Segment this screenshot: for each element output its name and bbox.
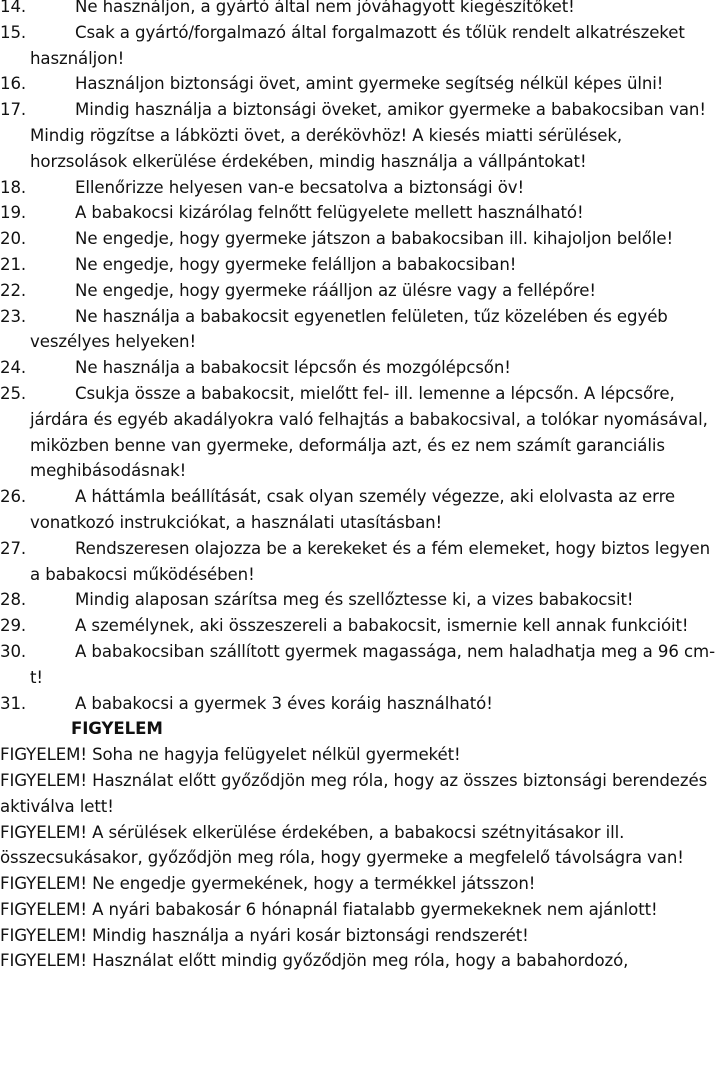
item-number: 18. [0,177,27,197]
item-number: 30. [0,641,27,661]
item-text: Rendszeresen olajozza be a kerekeket és a fém elemeket, hogy biztos legyen a babakocsi működésében! [30,538,711,584]
item-text: Mindig alaposan szárítsa meg és szellőztesse ki, a vizes babakocsit! [75,590,634,610]
list-item [0,587,717,613]
warning-paragraph: FIGYELEM! A sérülések elkerülése érdekében, a babakocsi szétnyitásakor ill. összecsukásakor, győződjön meg róla, hogy gyermeke a megfelelő távolságra van! [0,822,684,868]
item-text: A babakocsiban szállított gyermek magassága, nem haladhatja meg a 96 cm-t! [30,641,715,687]
list-item [0,278,717,304]
item-number: 23. [0,306,27,326]
item-text: A babakocsi a gyermek 3 éves koráig használható! [75,693,493,713]
warning-heading: FIGYELEM [71,719,163,739]
item-number: 20. [0,229,27,249]
item-number: 14. [0,0,27,16]
list-item [0,175,717,201]
list-item [0,381,717,484]
item-number: 31. [0,693,27,713]
item-number: 19. [0,203,27,223]
list-item [0,252,717,278]
warning-paragraph: FIGYELEM! Használat előtt mindig győződjön meg róla, hogy a babahordozó, [0,951,629,971]
warning-list [0,742,717,974]
item-text: Mindig használja a biztonsági öveket, amikor gyermeke a babakocsiban van! Mindig rögzítse a lábközti övet, a derékövhöz! A kiesés miatti sérülések, horzsolások elkerülése érdekében, mindig használja a vállpántokat! [30,100,706,171]
item-text: Ne használjon, a gyártó által nem jóváhagyott kiegészítőket! [75,0,575,16]
list-item [0,536,717,588]
list-item [0,0,717,20]
list-item [0,355,717,381]
warning-paragraph: FIGYELEM! Soha ne hagyja felügyelet nélkül gyermekét! [0,745,461,765]
item-number: 15. [0,22,27,42]
item-number: 25. [0,383,27,403]
list-item [0,484,717,536]
item-number: 16. [0,74,27,94]
warning-paragraph: FIGYELEM! Mindig használja a nyári kosár biztonsági rendszerét! [0,925,529,945]
item-number: 28. [0,590,27,610]
item-text: Ne használja a babakocsit lépcsőn és mozgólépcsőn! [75,358,511,378]
item-number: 21. [0,254,27,274]
list-item [0,226,717,252]
item-text: Csukja össze a babakocsit, mielőtt fel- ill. lemenne a lépcsőn. A lépcsőre, járdára és egyéb akadályokra való felhajtás a babakocsival, a tolókar nyomásával, miközben benne van gyermeke, deformálja azt, és ez nem számít garanciális meghibásodásnak! [30,383,708,481]
item-text: Ne használja a babakocsit egyenetlen felületen, tűz közelében és egyéb veszélyes helyeken! [30,306,668,352]
item-number: 17. [0,100,27,120]
list-item [0,200,717,226]
list-item [0,639,717,691]
item-text: Ne engedje, hogy gyermeke ráálljon az ülésre vagy a fellépőre! [75,280,596,300]
list-item [0,71,717,97]
item-text: Ne engedje, hogy gyermeke felálljon a babakocsiban! [75,254,517,274]
item-text: Ne engedje, hogy gyermeke játszon a babakocsiban ill. kihajoljon belőle! [75,229,673,249]
item-text: A babakocsi kizárólag felnőtt felügyelete mellett használható! [75,203,584,223]
list-item [0,691,717,717]
list-item [0,97,717,174]
warning-paragraph: FIGYELEM! Használat előtt győződjön meg róla, hogy az összes biztonsági berendezés aktiválva lett! [0,770,708,816]
warning-paragraph: FIGYELEM! A nyári babakosár 6 hónapnál fiatalabb gyermekeknek nem ajánlott! [0,899,658,919]
list-item [0,20,717,72]
item-number: 22. [0,280,27,300]
warning-paragraph: FIGYELEM! Ne engedje gyermekének, hogy a termékkel játsszon! [0,874,536,894]
item-number: 24. [0,358,27,378]
item-text: Ellenőrizze helyesen van-e becsatolva a biztonsági öv! [75,177,525,197]
item-number: 26. [0,487,27,507]
list-item [0,613,717,639]
list-item [0,304,717,356]
item-text: Használjon biztonsági övet, amint gyermeke segítség nélkül képes ülni! [75,74,664,94]
item-text: Csak a gyártó/forgalmazó által forgalmazott és tőlük rendelt alkatrészeket használjon! [30,22,685,68]
item-number: 27. [0,538,27,558]
item-text: A háttámla beállítását, csak olyan személy végezze, aki elolvasta az erre vonatkozó instrukciókat, a használati utasításban! [30,487,676,532]
item-number: 29. [0,616,27,636]
item-text: A személynek, aki összeszereli a babakocsit, ismernie kell annak funkcióit! [75,616,689,636]
